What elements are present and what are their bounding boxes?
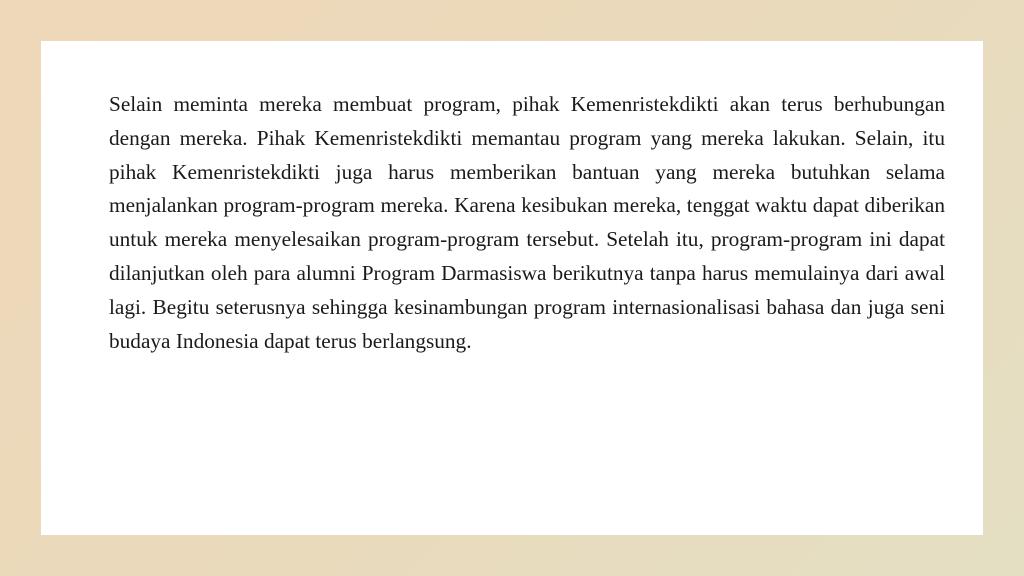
slide-content-card (41, 41, 983, 535)
body-paragraph: Selain meminta mereka membuat program, pihak Kemenristekdikti akan terus berhubungan dengan mereka. Pihak Kemenristekdikti memantau program yang mereka lakukan. Selain, itu pihak Kemenristekdikti juga harus memberikan bantuan yang mereka butuhkan selama menjalankan program-program mereka. Karena kesibukan mereka, tenggat waktu dapat diberikan untuk mereka menyelesaikan program-program tersebut. Setelah itu, program-program ini dapat dilanjutkan oleh para alumni Program Darmasiswa berikutnya tanpa harus memulainya dari awal lagi. Begitu seterusnya sehingga kesinambungan program internasionalisasi bahasa dan juga seni budaya Indonesia dapat terus berlangsung. (109, 92, 945, 353)
